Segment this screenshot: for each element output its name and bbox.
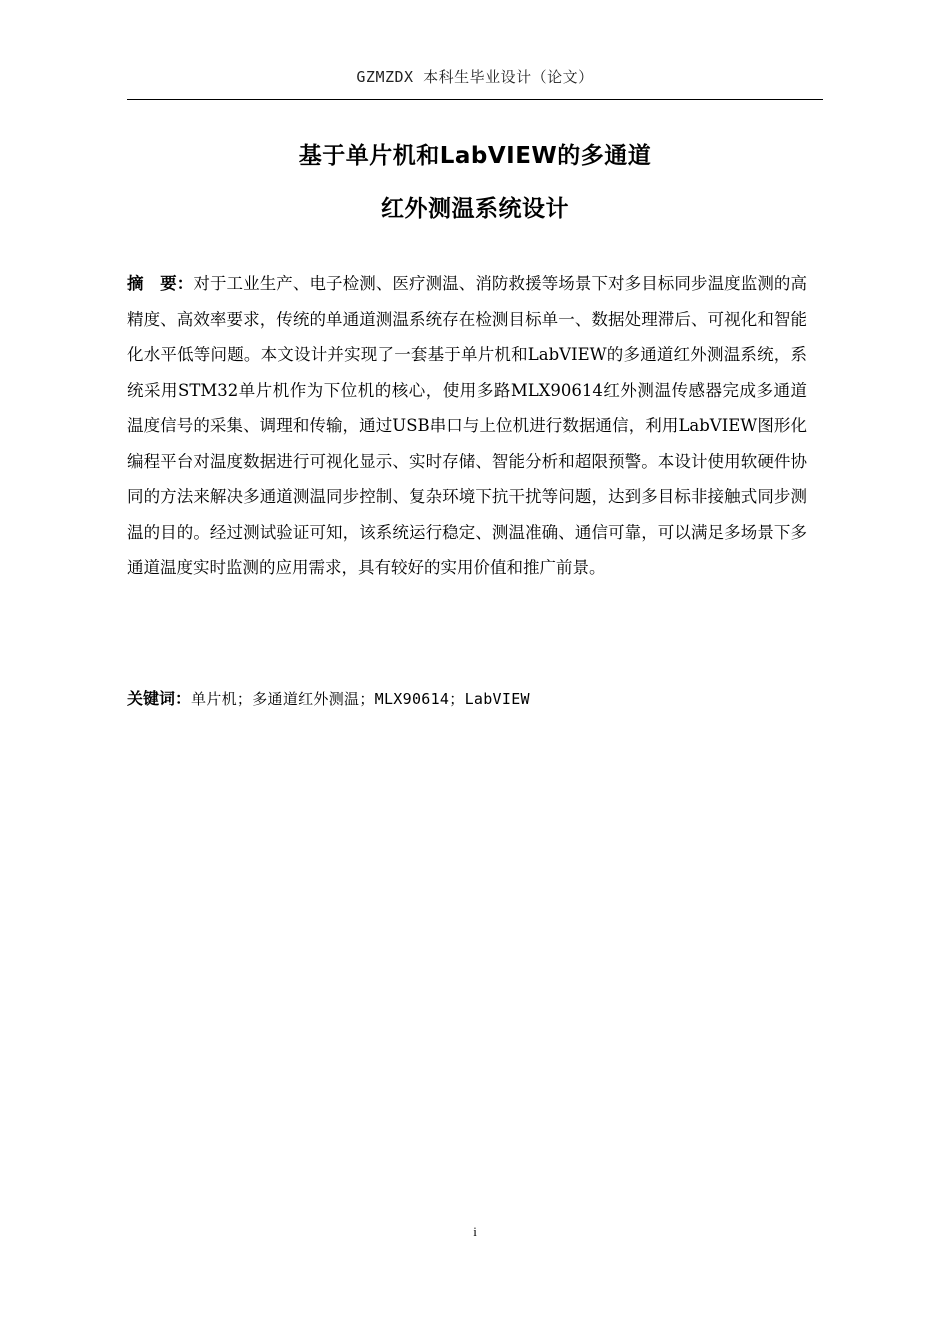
keywords-line: [127, 685, 823, 713]
page-number: i: [473, 1224, 477, 1239]
thesis-title-line-2: 红外测温系统设计: [381, 196, 569, 222]
thesis-title-line-1: 基于单片机和LabVIEW的多通道: [298, 143, 652, 169]
running-header: GZMZDX 本科生毕业设计（论文）: [356, 68, 594, 86]
abstract-label: 摘 要：: [127, 274, 194, 293]
abstract-paragraph: [127, 266, 807, 586]
keywords-label: 关键词：: [127, 689, 192, 708]
abstract-text: 对于工业生产、电子检测、医疗测温、消防救援等场景下对多目标同步温度监测的高精度、高效率要求，传统的单通道测温系统存在检测目标单一、数据处理滞后、可视化和智能化水平低等问题。本文设计并实现了一套基于单片机和LabVIEW的多通道红外测温系统，系统采用STM32单片机作为下位机的核心，使用多路MLX90614红外测温传感器完成多通道温度信号的采集、调理和传输，通过USB串口与上位机进行数据通信，利用LabVIEW图形化编程平台对温度数据进行可视化显示、实时存储、智能分析和超限预警。本设计使用软硬件协同的方法来解决多通道测温同步控制、复杂环境下抗干扰等问题，达到多目标非接触式同步测温的目的。经过测试验证可知，该系统运行稳定、测温准确、通信可靠，可以满足多场景下多通道温度实时监测的应用需求，具有较好的实用价值和推广前景。: [127, 274, 808, 577]
header-rule: [127, 99, 823, 100]
keywords-text: 单片机；多通道红外测温；MLX90614；LabVIEW: [191, 690, 530, 708]
